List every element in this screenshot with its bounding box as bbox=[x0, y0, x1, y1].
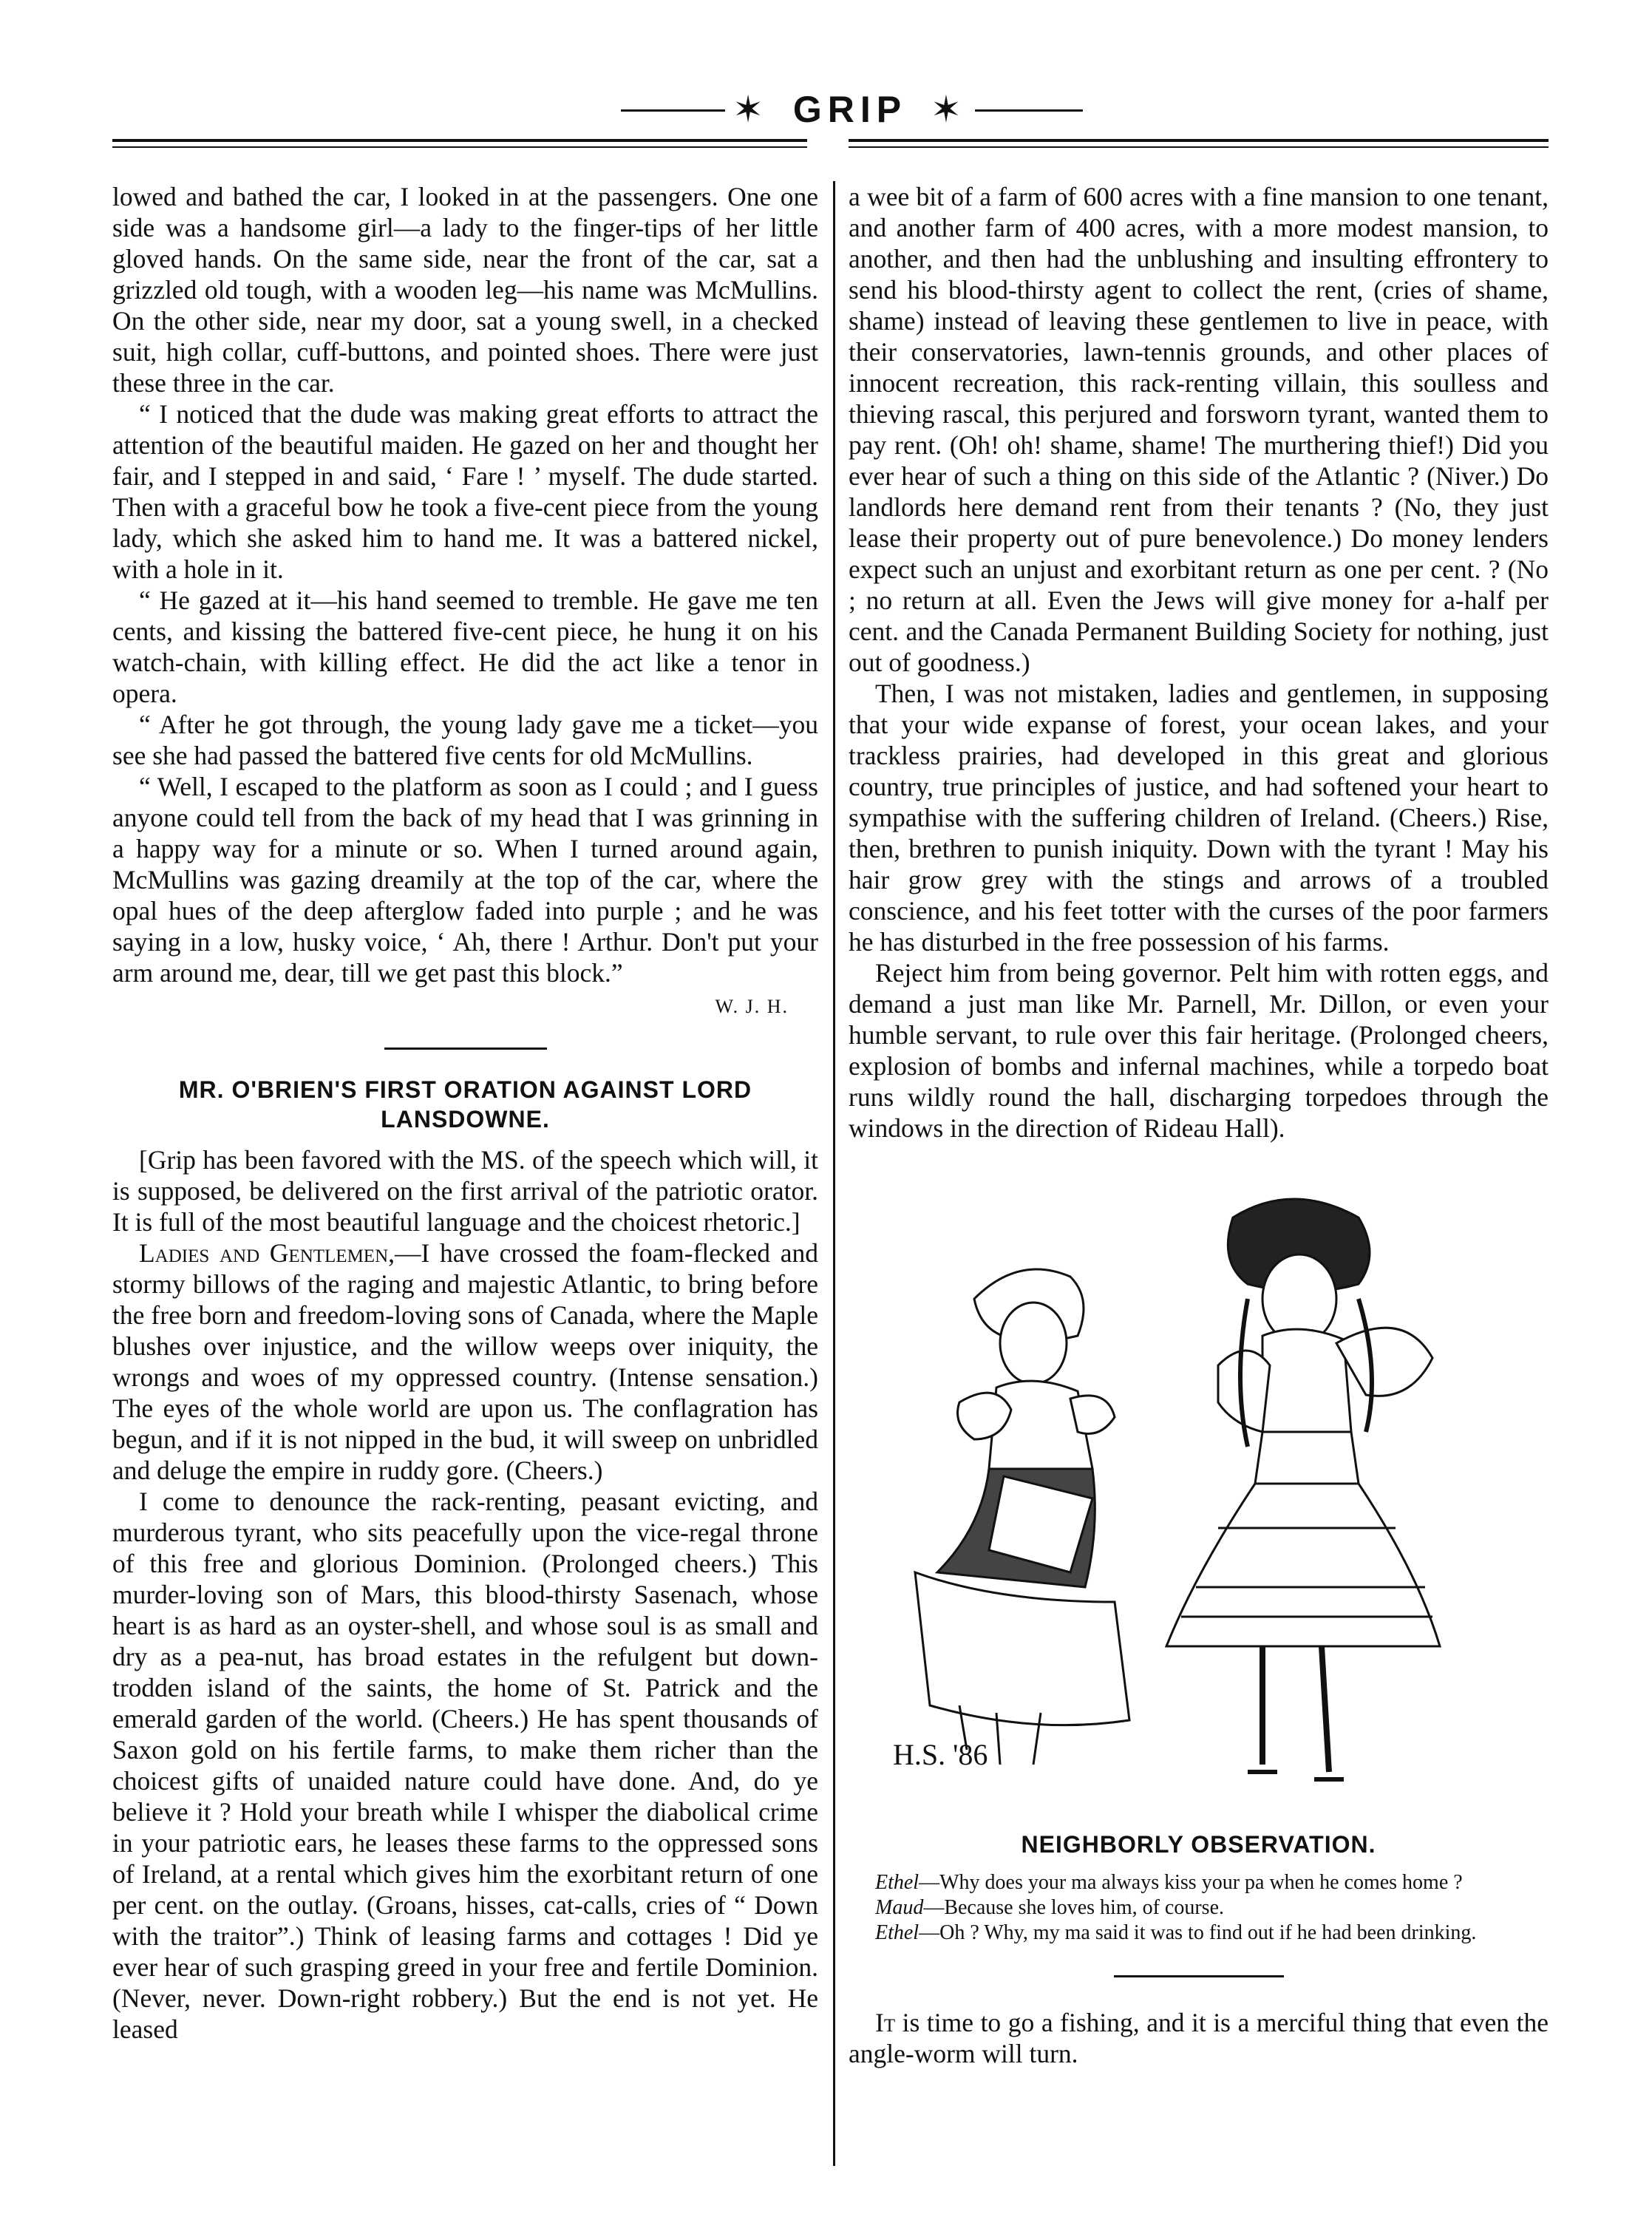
section-separator bbox=[1114, 1975, 1284, 1977]
story-paragraph: “ Well, I escaped to the platform as soon as I could ; and I guess anyone could tell from the back of my head that I was grinning in a happy way for a minute or so. When I turned around again, McMullins was gazing dreamily at the top of the car, where the opal hues of the deep afterglow faded into purple ; and he was saying in a low, husky voice, ‘ Ah, there ! Arthur. Don't put your arm around me, dear, till we get past this block.” bbox=[112, 772, 818, 988]
story-paragraph: “ After he got through, the young lady gave me a ticket—you see she had passed the battered five cents for old McMullins. bbox=[112, 710, 818, 770]
speech-paragraph-5: Reject him from being governor. Pelt him with rotten eggs, and demand a just man like Mr. Parnell, Mr. Dillon, or even your humble servant, to rule over this fair heritage. (Prolonged cheers, explosion of bombs and infernal machines, while a torpedo boat runs wildly round the hall, discharging torpedoes through the windows in the direction of Rideau Hall). bbox=[849, 958, 1549, 1143]
dialog-text: —Oh ? Why, my ma said it was to find out if he had been drinking. bbox=[919, 1921, 1477, 1944]
speech-paragraph-1-text: —I have crossed the foam-flecked and stormy billows of the raging and majestic Atlantic, to bring before the free born and freedom-loving sons of Canada, where the Maple blushes over injustice, and the willow weeps over iniquity, the wrongs and woes of my oppressed country. (Intense sensation.) The eyes of the whole world are upon us. The conflagration has begun, and if it is not nipped in the bud, it will sweep on unbridled and deluge the empire in ruddy gore. (Cheers.) bbox=[112, 1238, 818, 1485]
dialog-speaker: Ethel bbox=[875, 1921, 920, 1944]
dialog-text: —Because she loves him, of course. bbox=[923, 1896, 1224, 1919]
closing-text: is time to go a fishing, and it is a merciful thing that even the angle-worm will turn. bbox=[849, 2008, 1549, 2068]
column-divider bbox=[833, 181, 835, 2166]
speech-paragraph-4: Then, I was not mistaken, ladies and gentlemen, in supposing that your wide expanse of forest, your ocean lakes, and your trackless prairies, had developed in this great and glorious country, true principles of justice, and had softened your heart to sympathise with the suffering children of Ireland. (Cheers.) Rise, then, brethren to punish iniquity. Down with the tyrant ! May his hair grow grey with the stings and arrows of a troubled conscience, and his feet totter with the curses of the poor farmers he has disturbed in the free possession of his farms. bbox=[849, 679, 1549, 957]
speech-paragraph-3: a wee bit of a farm of 600 acres with a fine mansion to one tenant, and another farm of 400 acres, with a more modest mansion, to another, and then had the unblushing and insulting effrontery to send his blood-thirsty agent to collect the rent, (cries of shame, shame) instead of leaving these gentlemen to live in peace, with their conservatories, lawn-tennis grounds, and other places of innocent recreation, this rack-renting villain, this soulless and thieving rascal, this perjured and forsworn tyrant, wanted them to pay rent. (Oh! oh! shame, shame! The murthering thief!) Did you ever hear of such a thing on this side of the Atlantic ? (Niver.) Do landlords here demand rent from their tenants ? (No, they just lease their property out of pure benevolence.) Do money lenders expect such an unjust and exorbitant return as one per cent. ? (No ; no return at all. Even the Jews will give money for a-half per cent. and the Canada Permanent Building Society for nothing, just out of goodness.) bbox=[849, 182, 1549, 677]
closing-paragraph bbox=[849, 2007, 1549, 2069]
cartoon-signature: H.S. '86 bbox=[893, 1738, 988, 1771]
masthead-title-text: GRIP bbox=[786, 89, 914, 130]
dialog-line bbox=[849, 1921, 1549, 1946]
author-signature: W. J. H. bbox=[715, 996, 789, 1017]
cartoon-title: NEIGHBORLY OBSERVATION. bbox=[1021, 1831, 1376, 1858]
header-rule-left bbox=[112, 139, 807, 142]
dialog-line bbox=[849, 1895, 1549, 1921]
story-paragraph: “ I noticed that the dude was making great efforts to attract the attention of the beautiful maiden. He gazed on her and thought her fair, and I stepped in and said, ‘ Fare ! ’ myself. The dude started. Then with a graceful bow he took a five-cent piece from the young lady, which she asked him to hand me. It was a battered nickel, with a hole in it. bbox=[112, 399, 818, 584]
masthead-title: ✶ GRIP ✶ bbox=[111, 87, 1589, 132]
editor-note: [Grip has been favored with the MS. of the speech which will, it is supposed, be delivered on the first arrival of the patriotic orator. It is full of the most beautiful language and the choicest rhetoric.] bbox=[112, 1145, 818, 1237]
header-rule-right-thin bbox=[849, 146, 1549, 148]
article-headline: MR. O'BRIEN'S FIRST ORATION AGAINST LORD LANSDOWNE. bbox=[178, 1076, 752, 1133]
speech-paragraph-2: I come to denounce the rack-renting, peasant evicting, and murderous tyrant, who sits peacefully upon the vice-regal throne of this free and glorious Dominion. (Prolonged cheers.) This murder-loving son of Mars, this blood-thirsty Sasenach, whose heart is as hard as an oyster-shell, and whose soul is as small and dry as a pea-nut, has broad estates in the refulgent but down-trodden island of the saints, the home of St. Patrick and the emerald garden of the world. (Cheers.) He has spent thousands of Saxon gold on his fertile farms, to make them richer than the choicest gifts of unaided nature could have done. And, do ye believe it ? Hold your breath while I whisper the diabolical crime in your patriotic ears, he leases these farms to the oppressed sons of Ireland, at a rental which gives him the exorbitant return of one per cent. on the outlay. (Groans, hisses, cat-calls, cries of “ Down with the traitor”.) Think of leasing farms and cottages ! Did ye ever hear of such grasping greed in your free and fertile Dominion. (Never, never. Down-right robbery.) But the end is not yet. He leased bbox=[112, 1487, 818, 2044]
header-rule-left-thin bbox=[112, 146, 807, 148]
section-separator bbox=[384, 1047, 547, 1050]
dialog-line bbox=[849, 1870, 1549, 1895]
cartoon-illustration bbox=[849, 1188, 1549, 1802]
left-column bbox=[112, 181, 818, 2045]
speech-salutation: Ladies and Gentlemen, bbox=[139, 1238, 395, 1268]
speech-paragraph-1 bbox=[112, 1237, 818, 1486]
dialog-speaker: Maud bbox=[875, 1896, 924, 1919]
header-rule-right bbox=[849, 139, 1549, 142]
dialog-speaker: Ethel bbox=[875, 1871, 920, 1894]
story-paragraph: “ He gazed at it—his hand seemed to tremble. He gave me ten cents, and kissing the battered five-cent piece, he hung it on his watch-chain, with killing effect. He did the act like a tenor in opera. bbox=[112, 585, 818, 708]
closing-lead: It bbox=[875, 2008, 896, 2037]
right-column bbox=[849, 181, 1549, 2069]
masthead bbox=[111, 87, 1589, 140]
story-paragraph: lowed and bathed the car, I looked in at the passengers. One one side was a handsome girl—a lady to the finger-tips of her little gloved hands. On the same side, near the front of the car, sat a grizzled old tough, with a wooden leg—his name was McMullins. On the other side, near my door, sat a young swell, in a checked suit, high collar, cuff-buttons, and pointed shoes. There were just these three in the car. bbox=[112, 182, 818, 398]
dialog-text: —Why does your ma always kiss your pa when he comes home ? bbox=[919, 1871, 1463, 1894]
